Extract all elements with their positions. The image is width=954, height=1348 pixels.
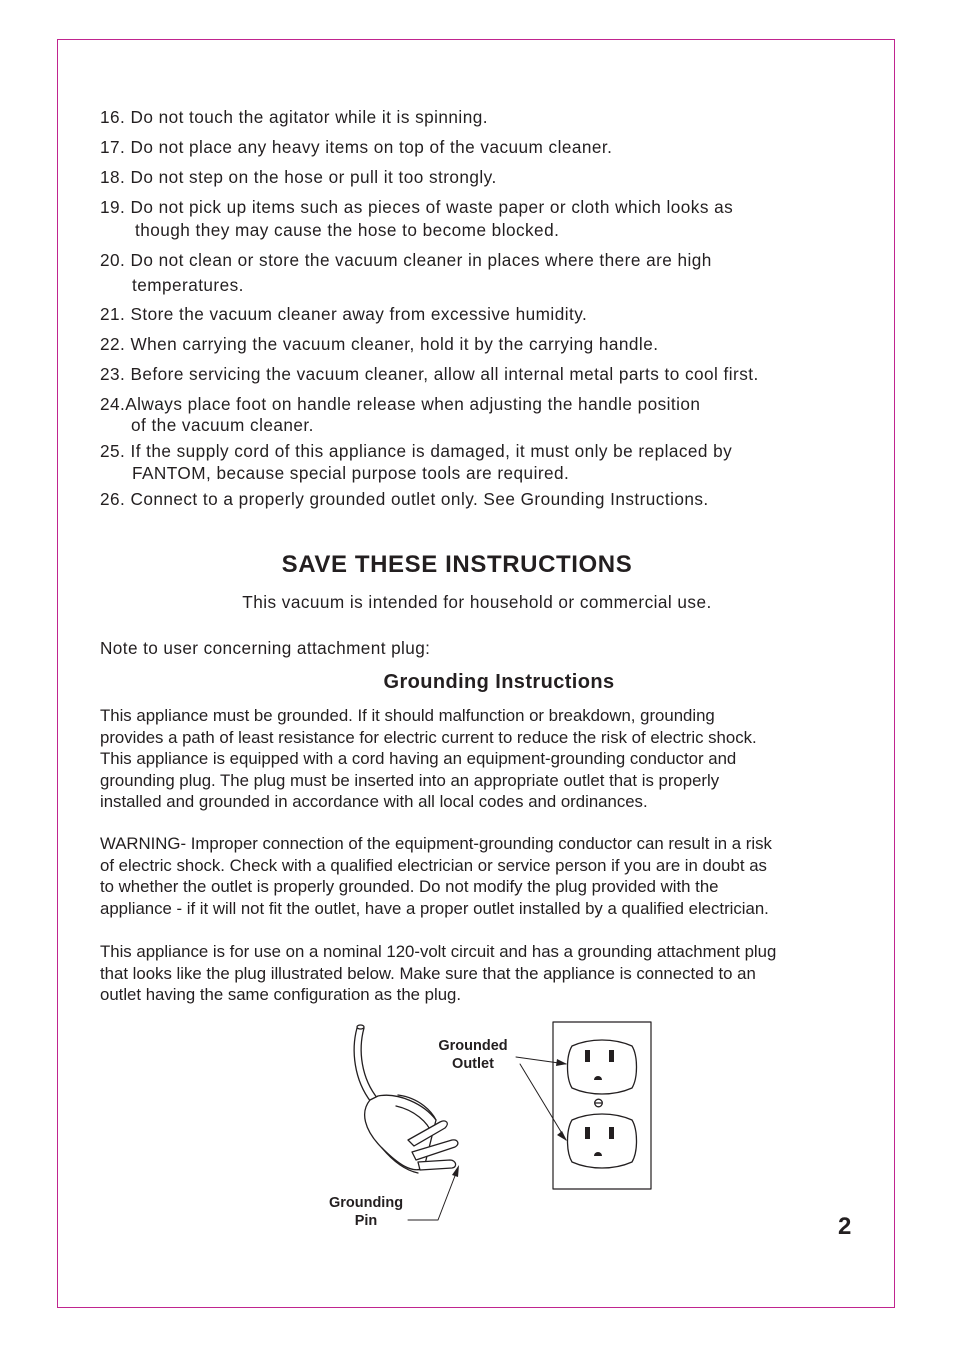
list-item-23: 23. Before servicing the vacuum cleaner, allow all internal metal parts to cool first. [100, 364, 759, 384]
paragraph-line: outlet having the same configuration as the plug. [100, 985, 462, 1004]
paragraph-line: to whether the outlet is properly grounded. Do not modify the plug provided with the [100, 877, 719, 896]
list-item-17: 17. Do not place any heavy items on top of the vacuum cleaner. [100, 137, 613, 157]
paragraph-line: of electric shock. Check with a qualified electrician or service person if you are in doubt as [100, 855, 767, 875]
list-item-24: 24.Always place foot on handle release when adjusting the handle position [100, 394, 701, 414]
paragraph-line: WARNING- Improper connection of the equipment-grounding conductor can result in a risk [100, 834, 772, 853]
list-item-20-continued: temperatures. [132, 275, 244, 295]
list-item-21: 21. Store the vacuum cleaner away from excessive humidity. [100, 304, 588, 324]
paragraph-line: This appliance must be grounded. If it should malfunction or breakdown, grounding [100, 706, 715, 725]
grounded-outlet-label: Grounded Outlet [438, 1038, 508, 1072]
list-item-19-continued: though they may cause the hose to become blocked. [135, 220, 560, 240]
list-item-24-continued: of the vacuum cleaner. [131, 415, 314, 435]
grounded-outlet-icon [568, 1114, 637, 1168]
grounding-instructions-heading: Grounding Instructions [383, 671, 615, 693]
center-screw-icon [595, 1099, 603, 1107]
list-item-20: 20. Do not clean or store the vacuum cleaner in places where there are high [100, 250, 712, 270]
paragraph-line: installed and grounded in accordance with all local codes and ordinances. [100, 792, 648, 811]
list-item-18: 18. Do not step on the hose or pull it too strongly. [100, 167, 497, 187]
list-item-22: 22. When carrying the vacuum cleaner, hold it by the carrying handle. [100, 334, 659, 354]
paragraph-line: appliance - if it will not fit the outlet, have a proper outlet installed by a qualified electrician. [100, 898, 769, 918]
list-item-25-continued: FANTOM, because special purpose tools are required. [132, 463, 570, 483]
list-item-16: 16. Do not touch the agitator while it is spinning. [100, 107, 488, 127]
paragraph-line: provides a path of least resistance for electric current to reduce the risk of electric shock. [100, 727, 757, 747]
cord-icon [354, 1025, 378, 1102]
attachment-plug-note: Note to user concerning attachment plug: [100, 638, 431, 658]
list-item-19: 19. Do not pick up items such as pieces of waste paper or cloth which looks as [100, 197, 734, 217]
arrowheads [452, 1059, 567, 1177]
list-item-26: 26. Connect to a properly grounded outlet only. See Grounding Instructions. [100, 489, 709, 509]
list-item-25: 25. If the supply cord of this appliance is damaged, it must only be replaced by [100, 441, 733, 461]
paragraph-line: that looks like the plug illustrated below. Make sure that the appliance is connected to an [100, 963, 756, 983]
grounded-outlet-icon [568, 1040, 637, 1094]
paragraph-line: This appliance is for use on a nominal 120-volt circuit and has a grounding attachment plug [100, 942, 777, 961]
grounding-pin-label: Grounding Pin [328, 1195, 404, 1229]
page-number: 2 [838, 1213, 852, 1240]
paragraph-line: This appliance is equipped with a cord having an equipment-grounding conductor and [100, 749, 737, 768]
intended-use-text: This vacuum is intended for household or commercial use. [242, 592, 712, 612]
paragraph-line: grounding plug. The plug must be inserted into an appropriate outlet that is properly [100, 770, 720, 790]
plug-icon [365, 1095, 458, 1173]
save-instructions-heading: SAVE THESE INSTRUCTIONS [281, 551, 633, 578]
